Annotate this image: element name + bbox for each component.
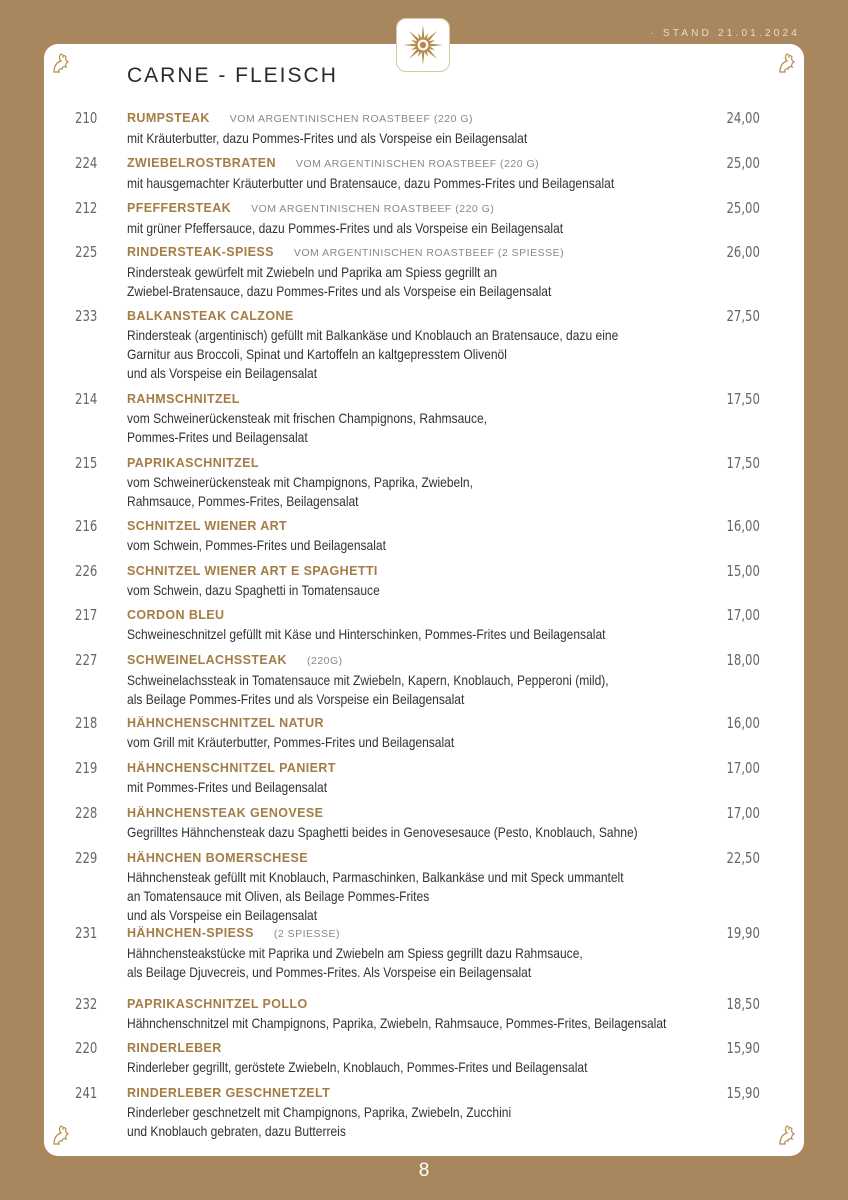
item-name: PAPRIKASCHNITZEL POLLO	[127, 997, 308, 1011]
item-description: vom Schwein, dazu Spaghetti in Tomatensauce	[127, 582, 380, 598]
item-name-line	[127, 995, 727, 1013]
page-title: CARNE - FLEISCH	[127, 64, 338, 87]
item-name: RINDERLEBER	[127, 1041, 222, 1055]
item-description: Pommes-Frites und Beilagensalat	[127, 429, 308, 445]
item-description: als Beilage Djuvecreis, und Pommes-Frites. Als Vorspeise ein Beilagensalat	[127, 964, 532, 980]
item-number: 215	[75, 454, 98, 472]
item-number: 214	[75, 390, 98, 408]
item-number: 226	[75, 562, 98, 580]
item-name-line	[127, 243, 727, 262]
item-number: 219	[75, 759, 98, 777]
item-price: 16,00	[726, 714, 760, 732]
item-number: 228	[75, 804, 98, 822]
item-name: RINDERLEBER GESCHNETZELT	[127, 1086, 331, 1100]
item-name-line	[127, 562, 727, 580]
item-price: 15,90	[726, 1039, 760, 1057]
item-number: 241	[75, 1084, 98, 1102]
item-note: VOM ARGENTINISCHEN ROASTBEEF (220 G)	[295, 158, 540, 170]
item-body	[127, 154, 727, 193]
item-price: 19,90	[726, 924, 760, 942]
item-name: CORDON BLEU	[127, 608, 225, 622]
item-description: vom Schweinerückensteak mit frischen Champignons, Rahmsauce,	[127, 410, 488, 426]
item-description: und als Vorspeise ein Beilagensalat	[127, 365, 318, 381]
item-body	[127, 714, 727, 752]
item-name: SCHWEINELACHSSTEAK	[127, 653, 287, 667]
stand-date: · STAND 21.01.2024	[650, 28, 800, 39]
item-name: SCHNITZEL WIENER ART E SPAGHETTI	[127, 564, 378, 578]
item-body	[127, 454, 727, 511]
item-description: vom Schweinerückensteak mit Champignons, Paprika, Zwiebeln,	[127, 474, 473, 490]
item-description: Hähnchensteak gefüllt mit Knoblauch, Parmaschinken, Balkankäse und mit Speck ummantelt	[127, 869, 624, 885]
item-price: 24,00	[726, 109, 760, 127]
item-name-line	[127, 154, 727, 173]
item-body	[127, 517, 727, 555]
item-price: 26,00	[726, 243, 760, 261]
item-body	[127, 606, 727, 644]
item-number: 227	[75, 651, 98, 669]
item-name: HÄHNCHEN-SPIESS	[127, 926, 254, 940]
item-body	[127, 199, 727, 238]
item-price: 27,50	[726, 307, 760, 325]
item-description: an Tomatensauce mit Oliven, als Beilage Pommes-Frites	[127, 888, 430, 904]
item-name: ZWIEBELROSTBRATEN	[127, 156, 276, 170]
item-description: Rindersteak (argentinisch) gefüllt mit Balkankäse und Knoblauch an Bratensauce, dazu eine	[127, 327, 619, 343]
item-note: (220G)	[306, 655, 343, 667]
item-body	[127, 307, 727, 383]
item-number: 229	[75, 849, 98, 867]
item-name: RINDERSTEAK-SPIESS	[127, 245, 274, 259]
page-number: 8	[418, 1160, 430, 1181]
item-name-line	[127, 517, 727, 535]
item-description: mit hausgemachter Kräuterbutter und Bratensauce, dazu Pommes-Frites und Beilagensalat	[127, 175, 615, 191]
item-number: 233	[75, 307, 98, 325]
item-description: mit Kräuterbutter, dazu Pommes-Frites und als Vorspeise ein Beilagensalat	[127, 130, 528, 146]
item-price: 22,50	[726, 849, 760, 867]
item-price: 15,90	[726, 1084, 760, 1102]
item-name: HÄHNCHENSTEAK GENOVESE	[127, 806, 324, 820]
item-name-line	[127, 714, 727, 732]
item-description: Schweinelachssteak in Tomatensauce mit Zwiebeln, Kapern, Knoblauch, Pepperoni (mild),	[127, 672, 609, 688]
item-number: 231	[75, 924, 98, 942]
item-description: als Beilage Pommes-Frites und als Vorspeise ein Beilagensalat	[127, 691, 465, 707]
item-description: Gegrilltes Hähnchensteak dazu Spaghetti beides in Genovesesauce (Pesto, Knoblauch, Sahne)	[127, 824, 638, 840]
heraldic-lion-icon	[48, 50, 74, 76]
sun-star-icon	[396, 18, 450, 72]
item-number: 232	[75, 995, 98, 1013]
item-name-line	[127, 307, 727, 325]
item-name: HÄHNCHEN BOMERSCHESE	[127, 851, 308, 865]
item-body	[127, 1084, 727, 1141]
item-body	[127, 390, 727, 447]
item-description: vom Schwein, Pommes-Frites und Beilagensalat	[127, 537, 386, 553]
item-price: 25,00	[726, 199, 760, 217]
item-name: HÄHNCHENSCHNITZEL NATUR	[127, 716, 324, 730]
item-description: Rahmsauce, Pommes-Frites, Beilagensalat	[127, 493, 359, 509]
heraldic-lion-icon	[774, 1122, 800, 1148]
item-name: RUMPSTEAK	[127, 111, 210, 125]
item-price: 17,00	[726, 606, 760, 624]
item-number: 210	[75, 109, 98, 127]
item-number: 217	[75, 606, 98, 624]
heraldic-lion-icon	[48, 1122, 74, 1148]
item-number: 224	[75, 154, 98, 172]
item-body	[127, 651, 727, 709]
heraldic-lion-icon	[774, 50, 800, 76]
item-body	[127, 1039, 727, 1077]
item-price: 18,50	[726, 995, 760, 1013]
item-name-line	[127, 1039, 727, 1057]
item-body	[127, 759, 727, 797]
item-name: PFEFFERSTEAK	[127, 201, 232, 215]
item-description: mit grüner Pfeffersauce, dazu Pommes-Frites und als Vorspeise ein Beilagensalat	[127, 220, 564, 236]
item-price: 17,50	[726, 454, 760, 472]
item-note: VOM ARGENTINISCHEN ROASTBEEF (220 G)	[251, 203, 495, 215]
item-name: RAHMSCHNITZEL	[127, 392, 240, 406]
item-name: BALKANSTEAK CALZONE	[127, 309, 294, 323]
item-description: Rinderleber gegrillt, geröstete Zwiebeln, Knoblauch, Pommes-Frites und Beilagensalat	[127, 1059, 588, 1075]
item-description: vom Grill mit Kräuterbutter, Pommes-Frites und Beilagensalat	[127, 734, 455, 750]
item-name-line	[127, 454, 727, 472]
item-body	[127, 995, 727, 1033]
item-name-line	[127, 804, 727, 822]
item-body	[127, 924, 727, 982]
item-description: Rinderleber geschnetzelt mit Champignons, Paprika, Zwiebeln, Zucchini	[127, 1104, 512, 1120]
item-name-line	[127, 924, 727, 943]
item-note: VOM ARGENTINISCHEN ROASTBEEF (2 SPIESSE)	[293, 247, 565, 259]
item-description: Rindersteak gewürfelt mit Zwiebeln und Paprika am Spiess gegrillt an	[127, 264, 498, 280]
item-price: 17,00	[726, 759, 760, 777]
item-name-line	[127, 606, 727, 624]
item-name: HÄHNCHENSCHNITZEL PANIERT	[127, 761, 336, 775]
item-name-line	[127, 759, 727, 777]
item-name-line	[127, 849, 727, 867]
item-description: Hähnchensteakstücke mit Paprika und Zwiebeln am Spiess gegrillt dazu Rahmsauce,	[127, 945, 583, 961]
item-number: 220	[75, 1039, 98, 1057]
item-name-line	[127, 651, 727, 670]
item-name-line	[127, 1084, 727, 1102]
item-price: 16,00	[726, 517, 760, 535]
item-description: Hähnchenschnitzel mit Champignons, Paprika, Zwiebeln, Rahmsauce, Pommes-Frites, Beilagensalat	[127, 1015, 667, 1031]
item-description: Garnitur aus Broccoli, Spinat und Kartoffeln an kaltgepresstem Olivenöl	[127, 346, 507, 362]
item-price: 17,00	[726, 804, 760, 822]
item-price: 18,00	[726, 651, 760, 669]
item-description: Schweineschnitzel gefüllt mit Käse und Hinterschinken, Pommes-Frites und Beilagensalat	[127, 626, 606, 642]
item-price: 17,50	[726, 390, 760, 408]
item-number: 225	[75, 243, 98, 261]
item-body	[127, 804, 727, 842]
item-name-line	[127, 199, 727, 218]
item-body	[127, 243, 727, 301]
item-description: Zwiebel-Bratensauce, dazu Pommes-Frites und als Vorspeise ein Beilagensalat	[127, 283, 552, 299]
item-number: 212	[75, 199, 98, 217]
item-number: 216	[75, 517, 98, 535]
item-note: VOM ARGENTINISCHEN ROASTBEEF (220 G)	[229, 113, 473, 125]
item-price: 15,00	[726, 562, 760, 580]
item-description: und als Vorspeise ein Beilagensalat	[127, 907, 318, 923]
item-name-line	[127, 109, 727, 128]
item-description: und Knoblauch gebraten, dazu Butterreis	[127, 1123, 346, 1139]
item-name: PAPRIKASCHNITZEL	[127, 456, 259, 470]
item-price: 25,00	[726, 154, 760, 172]
item-number: 218	[75, 714, 98, 732]
item-name: SCHNITZEL WIENER ART	[127, 519, 288, 533]
item-body	[127, 109, 727, 148]
item-body	[127, 849, 727, 925]
item-body	[127, 562, 727, 600]
item-description: mit Pommes-Frites und Beilagensalat	[127, 779, 328, 795]
item-note: (2 SPIESSE)	[273, 928, 341, 940]
item-name-line	[127, 390, 727, 408]
